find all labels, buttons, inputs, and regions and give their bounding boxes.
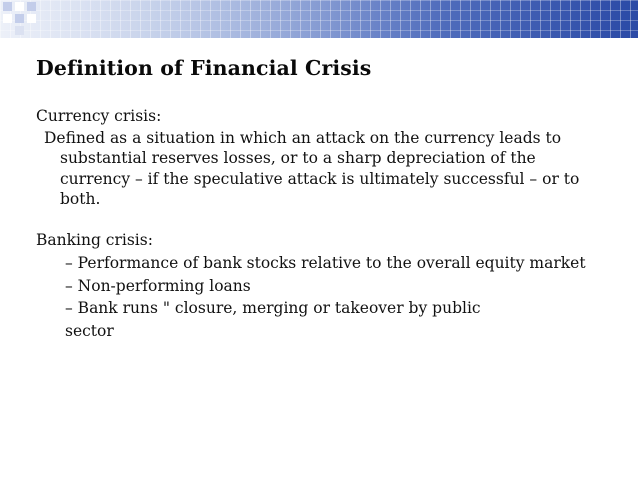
currency-crisis-heading: Currency crisis: [36, 107, 162, 125]
corner-square [27, 2, 36, 11]
list-item-continuation: sector [65, 321, 114, 340]
banking-crisis-list [36, 253, 616, 341]
corner-square [15, 26, 24, 35]
corner-square [3, 2, 12, 11]
slide-title: Definition of Financial Crisis [36, 56, 372, 80]
list-item: – Non-performing loans [65, 276, 251, 295]
list-item: – Performance of bank stocks relative to the overall equity market [65, 254, 586, 272]
slide-content [36, 106, 616, 343]
corner-square [15, 2, 24, 11]
corner-squares-decoration [0, 0, 60, 40]
banking-crisis-heading: Banking crisis: [36, 230, 153, 249]
header-band-grid [0, 0, 638, 38]
corner-square [15, 14, 24, 23]
section-spacer [36, 210, 616, 230]
currency-crisis-definition: Defined as a situation in which an attack on the currency leads to substantial reserves losses, or to a sharp depreciation of the currency – if the speculative attack is ultimately successful – or to both. [44, 128, 580, 208]
corner-square [3, 14, 12, 23]
list-item: – Bank runs " closure, merging or takeover by public [65, 299, 481, 317]
corner-square [27, 14, 36, 23]
